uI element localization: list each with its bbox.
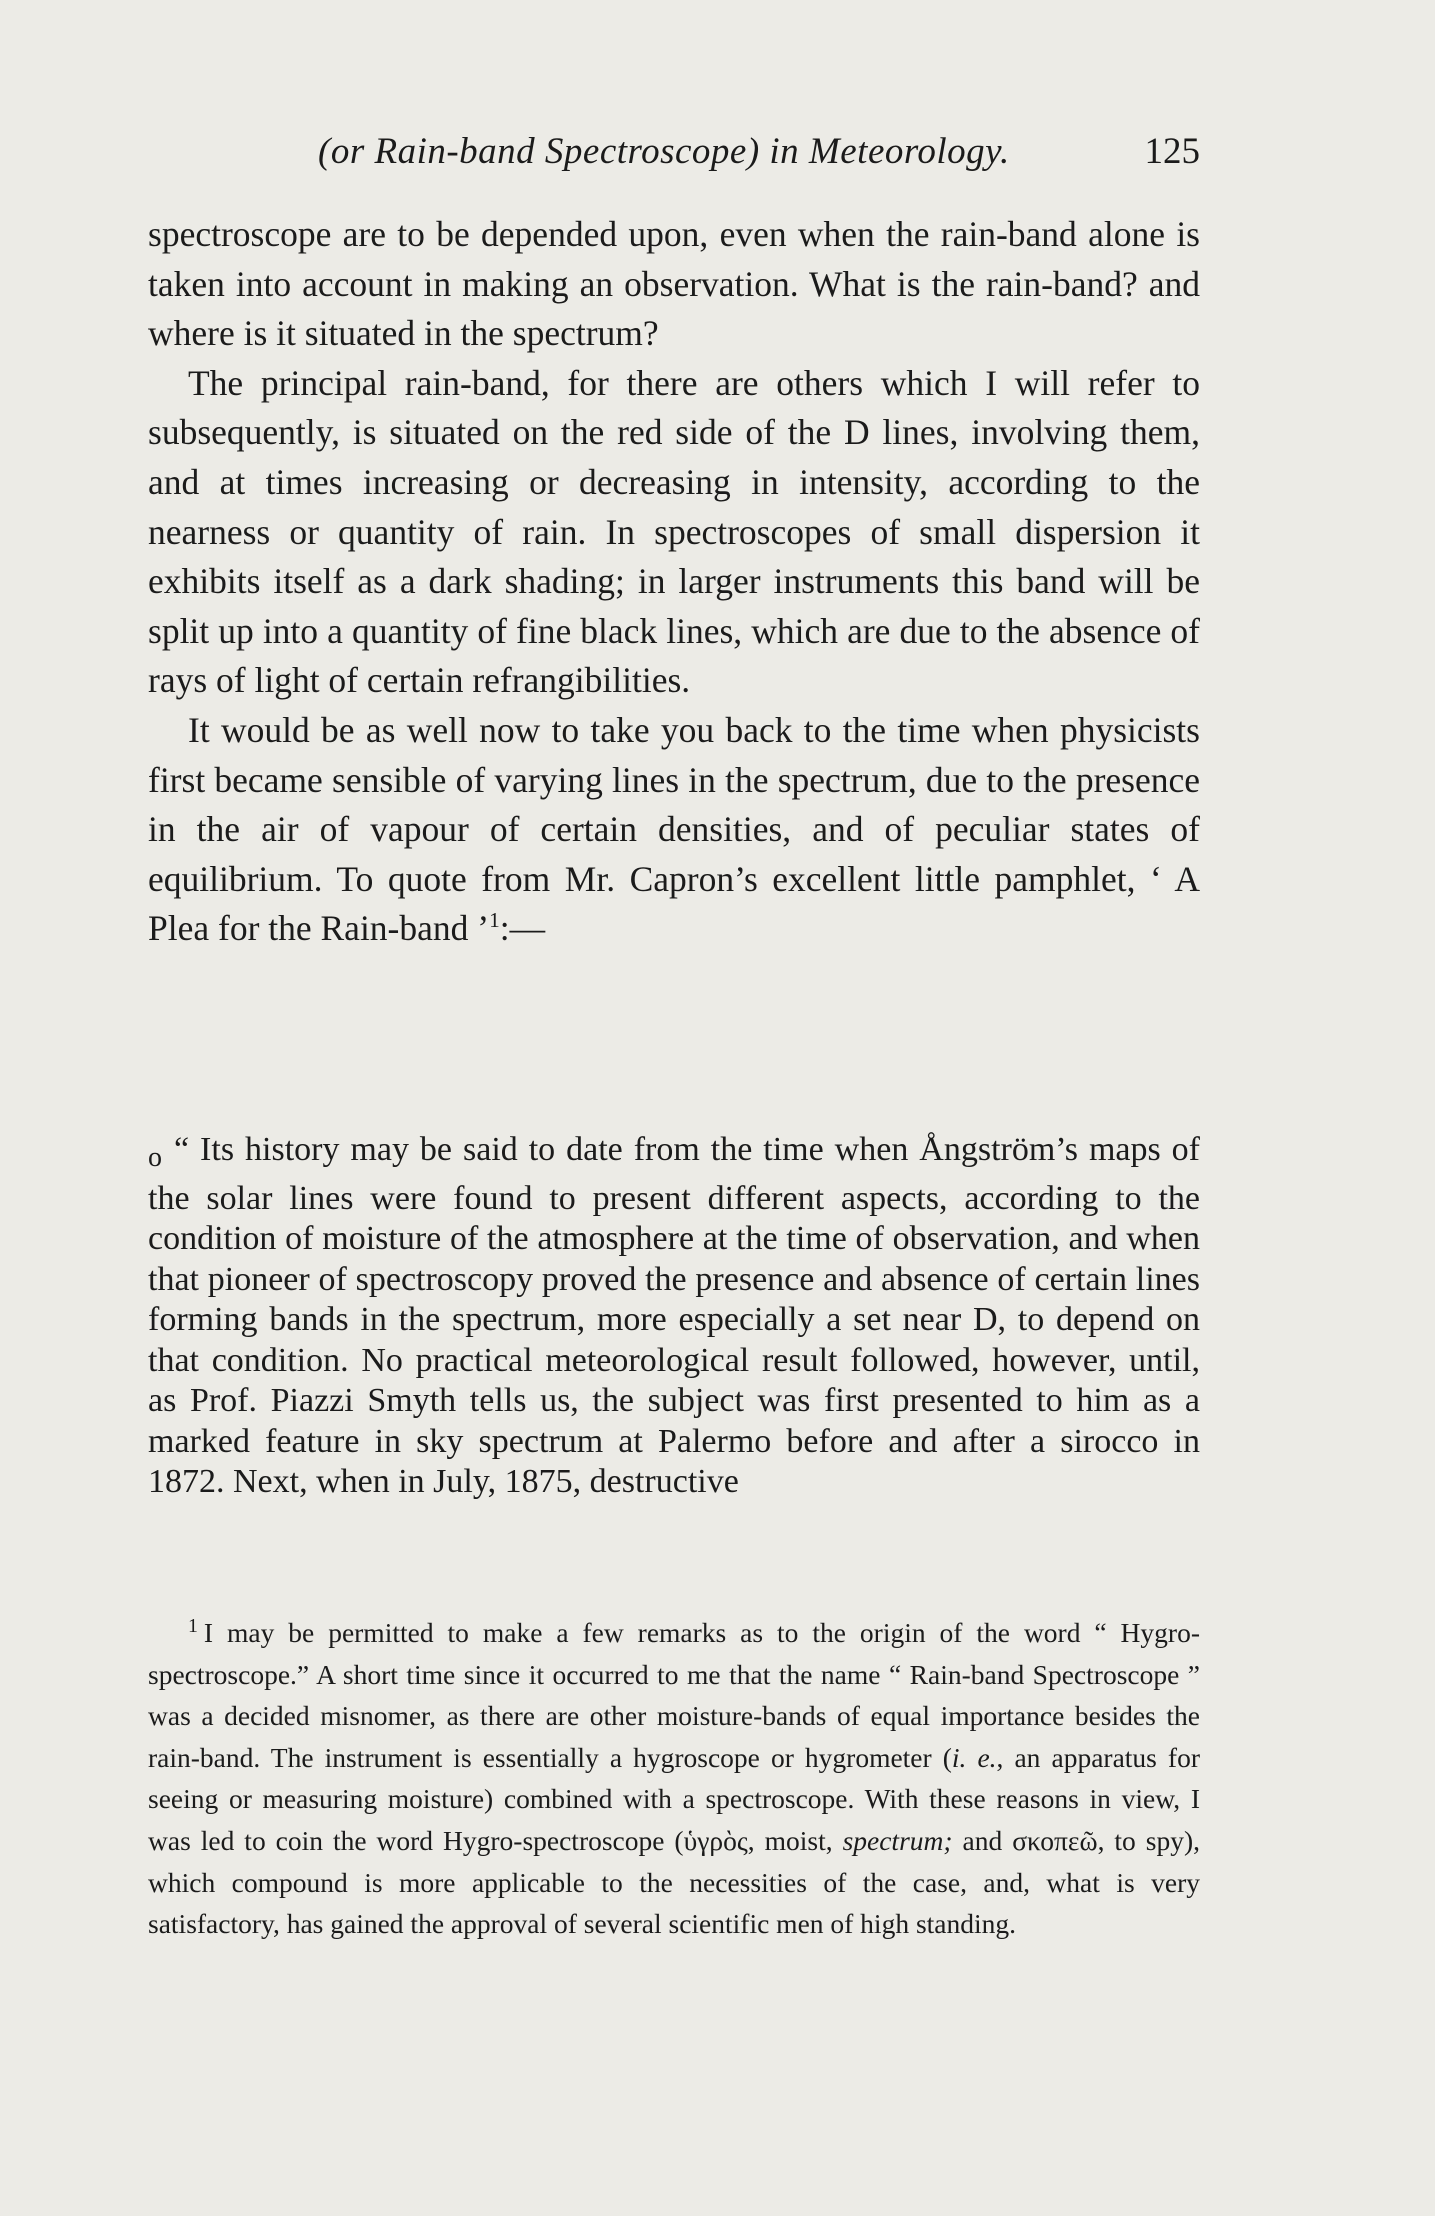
- running-title: (or Rain-band Spectroscope) in Meteorology.: [318, 131, 1010, 172]
- footnote-greek-skopeo: σκοπεῶ: [1012, 1824, 1098, 1856]
- footnote-reference: 1: [489, 908, 500, 933]
- paragraph-2: The principal rain-band, for there are others which I will refer to subsequently, is situated on the red side of the D lines, involving them, and at times increasing or decreasing in intensity, according to the nearness or quantity of rain. In spectroscopes of small dispersion it exhibits itself as a dark shading; in larger instruments this band will be split up into a quantity of fine black lines, which are due to the absence of rays of light of certain refrangibilities.: [148, 362, 1200, 701]
- footnote-greek-hygros: ὑγρὸς: [683, 1824, 748, 1856]
- running-head: [148, 130, 1200, 180]
- footnote-text-b: , an apparatus for seeing or measuring moisture) combined with a spectroscope. With these reasons in view, I was led to coin the word Hygro-spectroscope (: [148, 1741, 1200, 1856]
- footnote-text-e: , to spy), which compound is more applicable to the necessities of the case, and, what is very satisfactory, has gained the approval of several scientific men of high standing.: [148, 1824, 1201, 1940]
- quote-text: “ Its history may be said to date from the time when Ångström’s maps of the solar lines were found to present different aspects, according to the condition of moisture of the atmosphere at the time of observation, and when that pioneer of spectroscopy proved the presence and absence of certain lines forming bands in the spectrum, more especially a set near D, to depend on that condition. No practical meteorological result followed, however, until, as Prof. Piazzi Smyth tells us, the subject was first presented to him as a marked feature in sky spectrum at Palermo before and after a sirocco in 1872. Next, when in July, 1875, destructive: [148, 1131, 1200, 1500]
- book-page: [148, 0, 1200, 2216]
- footnote-ie: i. e.: [951, 1741, 997, 1773]
- footnote: [148, 1612, 1200, 1945]
- footnote-text-a: I may be permitted to make a few remarks as to the origin of the word “ Hygro-spectroscope.” A short time since it occurred to me that the name “ Rain-band Spectroscope ” was a decided misnomer, as there are other moisture-bands of equal importance besides the rain-band. The instrument is essentially a hygroscope or hygrometer (: [148, 1617, 1200, 1773]
- paragraph-1: spectroscope are to be depended upon, even when the rain-band alone is taken into account in making an observation. What is the rain-band? and where is it situated in the spectrum?: [148, 214, 1200, 354]
- paragraph-3-end: :—: [499, 908, 546, 949]
- footnote-text-c: , moist,: [747, 1824, 843, 1856]
- footnote-latin-spectrum: spectrum;: [842, 1824, 953, 1856]
- paragraph-3-text: It would be as well now to take you back to the time when physicists first became sensible of varying lines in the spectrum, due to the presence in the air of vapour of certain densities, and of peculiar states of equilibrium. To quote from Mr. Capron’s excellent little pamphlet, ‘ A Plea for the Rain-band ’: [148, 709, 1200, 949]
- footnote-text-d: and: [952, 1824, 1013, 1856]
- page-number: 125: [1144, 131, 1200, 172]
- footnote-mark: 1: [188, 1615, 198, 1638]
- quote-margin-mark: o: [148, 1142, 162, 1173]
- quote-paragraph: [148, 1130, 1200, 1503]
- block-quote: [148, 1130, 1200, 1503]
- footnote-paragraph: [148, 1612, 1200, 1945]
- body-text: [148, 210, 1200, 954]
- paragraph-3: [148, 706, 1200, 954]
